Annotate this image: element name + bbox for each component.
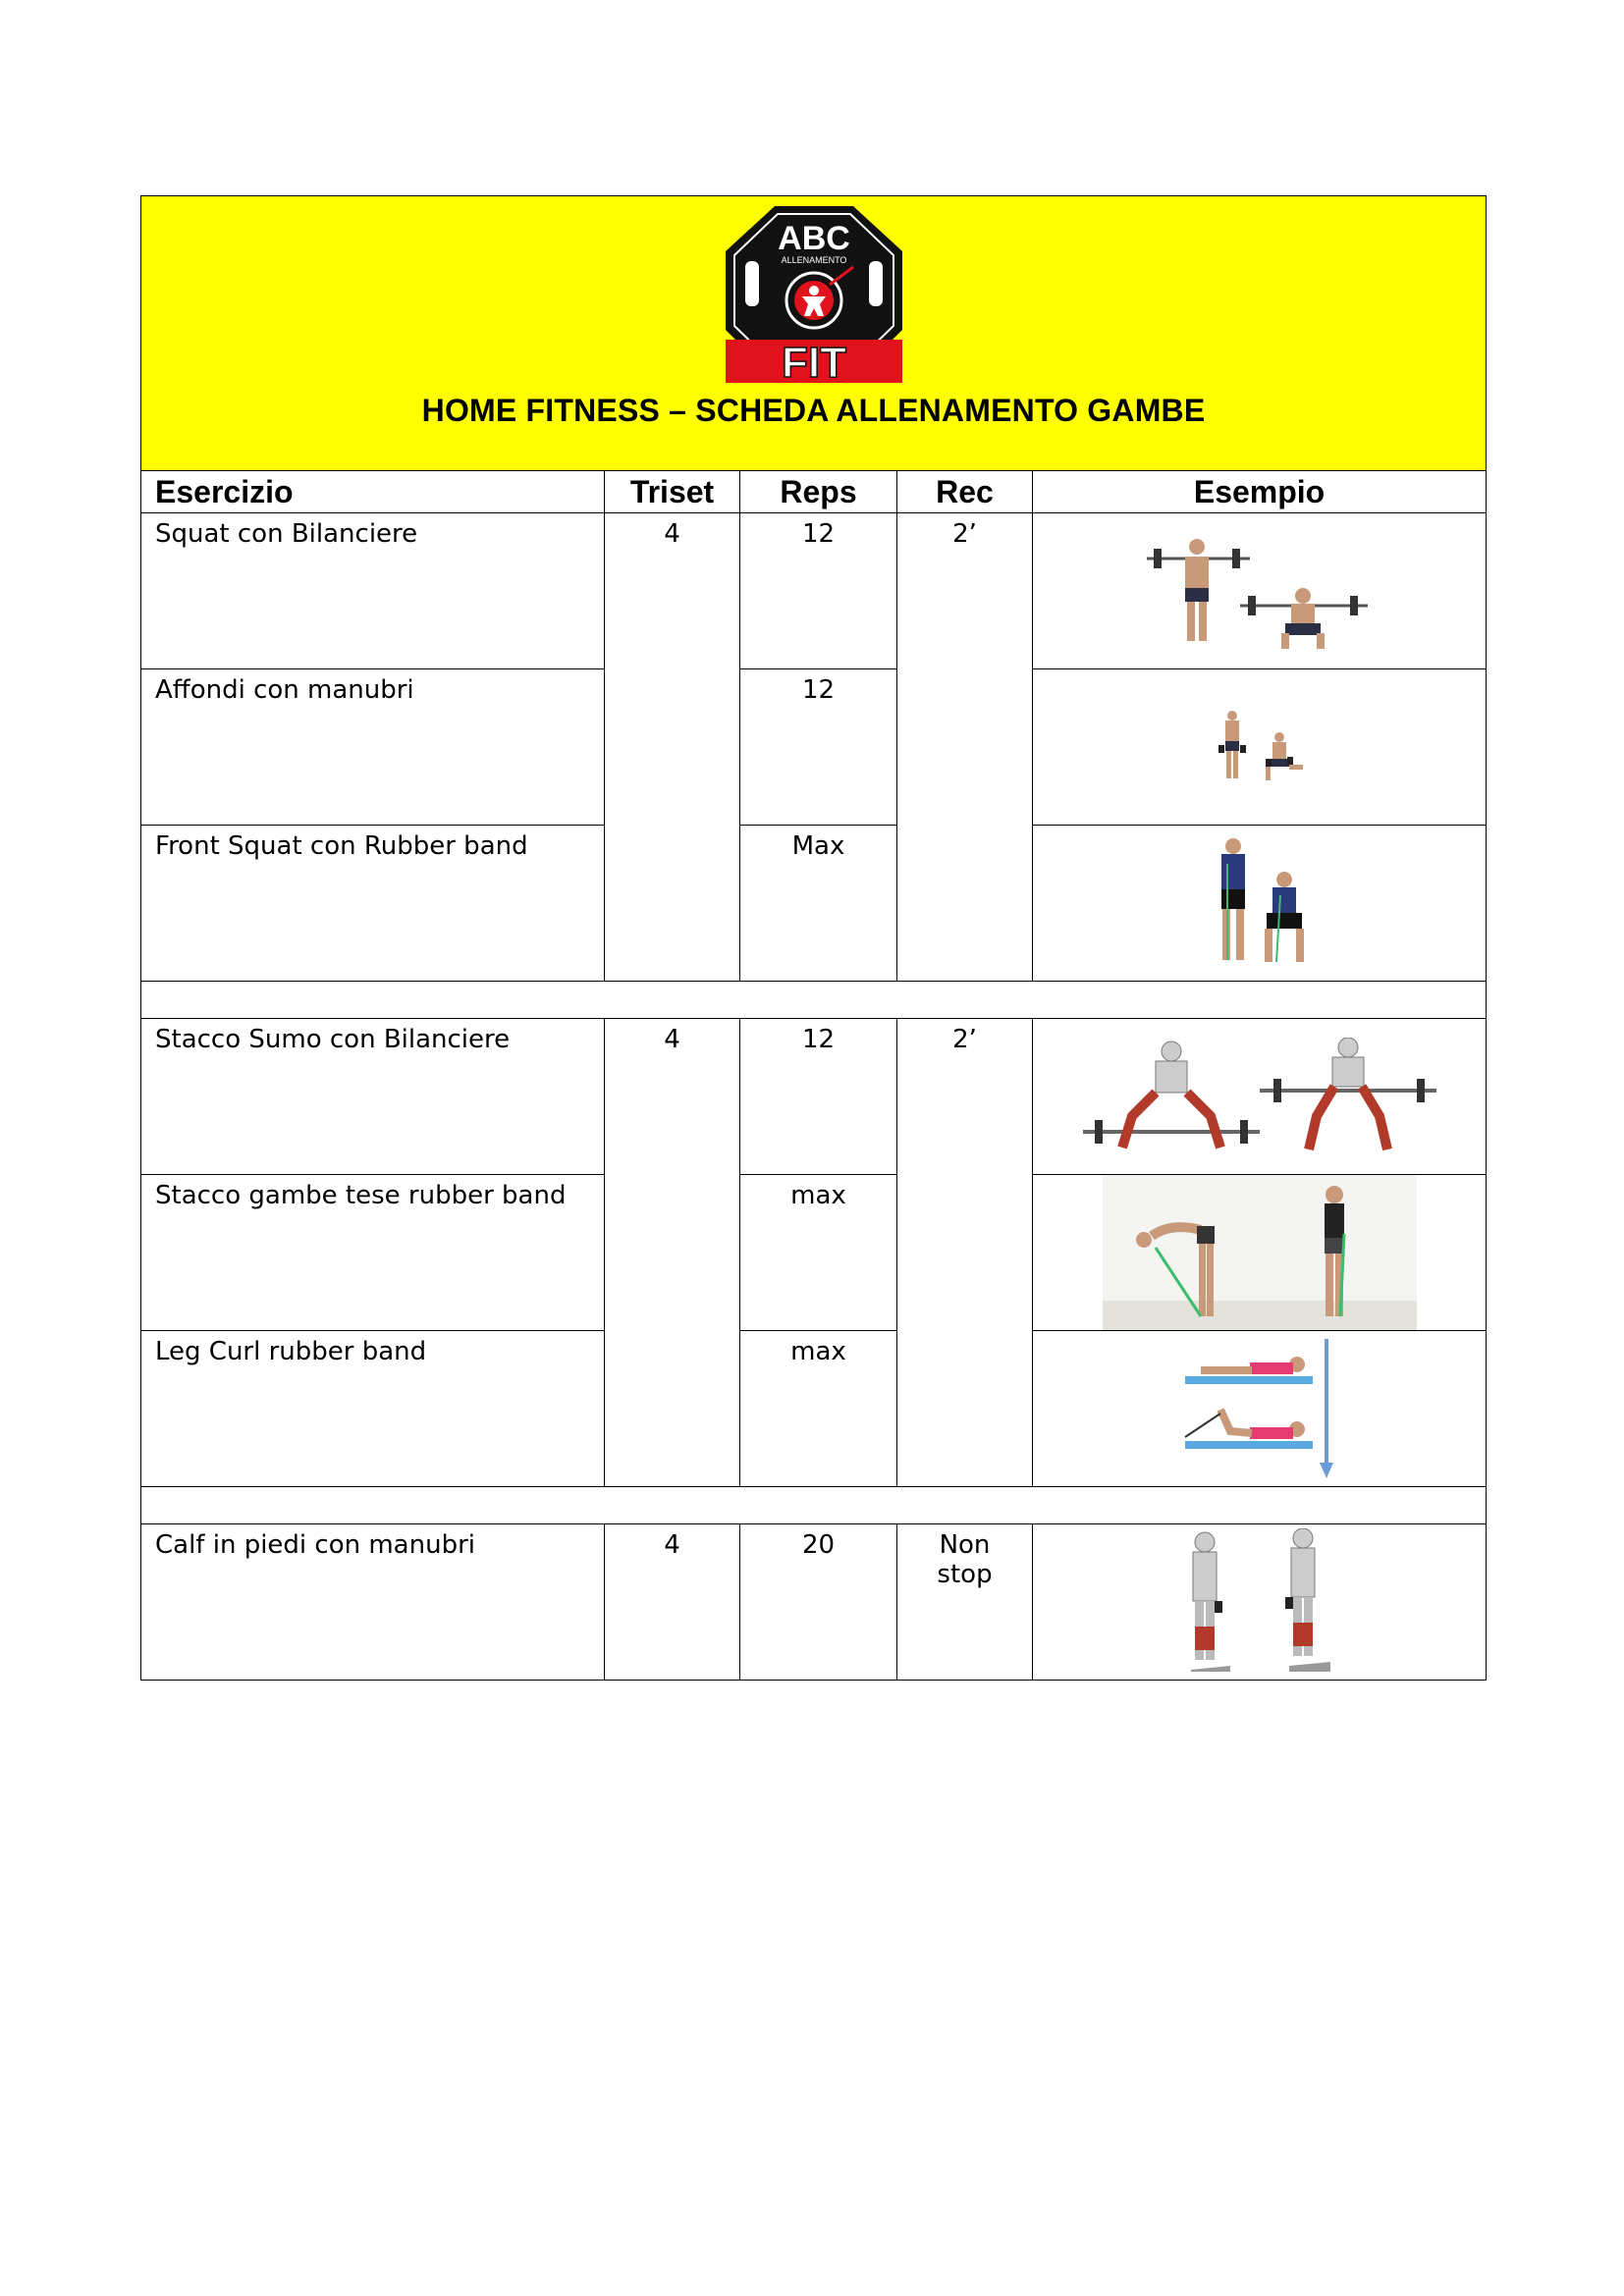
group-separator: [141, 1487, 1487, 1524]
stiff-leg-deadlift-photo: [1103, 1175, 1417, 1330]
table-row: [141, 513, 1487, 669]
rec-value-line1: Non: [939, 1530, 991, 1560]
rec-value: 2’: [897, 1019, 1033, 1487]
triset-value: 4: [605, 1019, 740, 1487]
page-title: HOME FITNESS – SCHEDA ALLENAMENTO GAMBE: [421, 393, 1206, 428]
band-front-squat-illustration: [1206, 834, 1314, 972]
example-cell: [1033, 513, 1487, 669]
reps-value: max: [740, 1175, 897, 1331]
triset-value: 4: [605, 513, 740, 982]
example-cell: [1033, 1175, 1487, 1331]
example-cell: [1033, 669, 1487, 826]
rec-value: 2’: [897, 513, 1033, 982]
table-row: [141, 1524, 1487, 1681]
table-row: [141, 669, 1487, 826]
example-cell: [1033, 1524, 1487, 1681]
exercise-name: Calf in piedi con manubri: [141, 1524, 605, 1681]
triset-value: 4: [605, 1524, 740, 1681]
exercise-name: Leg Curl rubber band: [141, 1331, 605, 1487]
reps-value: 20: [740, 1524, 897, 1681]
col-header-exercise: Esercizio: [141, 471, 605, 513]
reps-value: Max: [740, 826, 897, 982]
header-banner: [141, 196, 1487, 471]
table-row: [141, 1019, 1487, 1175]
example-cell: [1033, 1331, 1487, 1487]
svg-text:FIT: FIT: [782, 339, 846, 387]
group-separator: [141, 982, 1487, 1019]
col-header-rec: Rec: [897, 471, 1033, 513]
reps-value: 12: [740, 513, 897, 669]
reps-value: 12: [740, 1019, 897, 1175]
col-header-reps: Reps: [740, 471, 897, 513]
reps-value: 12: [740, 669, 897, 826]
dumbbell-lunge-illustration: [1211, 708, 1309, 786]
exercise-name: Squat con Bilanciere: [141, 513, 605, 669]
exercise-name: Affondi con manubri: [141, 669, 605, 826]
exercise-name: Stacco Sumo con Bilanciere: [141, 1019, 605, 1175]
barbell-squat-illustration: [1142, 527, 1378, 655]
col-header-triset: Triset: [605, 471, 740, 513]
example-cell: [1033, 1019, 1487, 1175]
workout-sheet: [140, 195, 1486, 1681]
exercise-name: Front Squat con Rubber band: [141, 826, 605, 982]
table-row: [141, 826, 1487, 982]
rec-value-line2: stop: [937, 1560, 993, 1589]
exercise-name: Stacco gambe tese rubber band: [141, 1175, 605, 1331]
band-leg-curl-illustration: [1181, 1335, 1338, 1482]
standing-calf-raise-illustration: [1171, 1528, 1348, 1676]
table-row: [141, 1175, 1487, 1331]
example-cell: [1033, 826, 1487, 982]
rec-value: [897, 1524, 1033, 1681]
sumo-deadlift-illustration: [1073, 1038, 1446, 1155]
col-header-example: Esempio: [1033, 471, 1487, 513]
reps-value: max: [740, 1331, 897, 1487]
workout-table: [140, 195, 1487, 1681]
svg-text:ABC: ABC: [778, 220, 850, 257]
table-row: [141, 1331, 1487, 1487]
abc-fit-logo: [716, 202, 912, 389]
svg-text:ALLENAMENTO: ALLENAMENTO: [781, 255, 847, 265]
